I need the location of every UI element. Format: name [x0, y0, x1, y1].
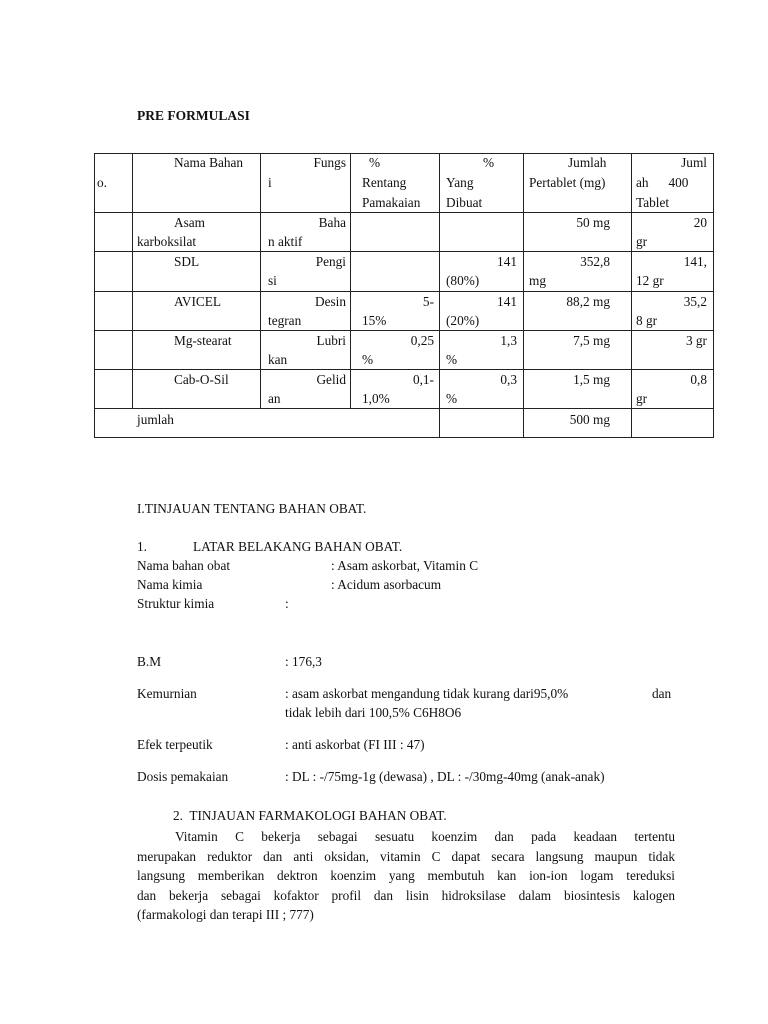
header-fungsi: Fungs: [313, 155, 346, 170]
cell-rentang: %: [362, 352, 374, 367]
cell-dibuat: (20%): [446, 313, 480, 328]
cell-fungsi: n aktif: [268, 234, 303, 249]
footer-jumlah: 500 mg: [569, 412, 610, 427]
header-dibuat: %: [483, 155, 495, 170]
cell-nama: karboksilat: [137, 234, 197, 249]
header-dibuat: Yang: [446, 175, 474, 190]
field-value: : asam askorbat mengandung tidak kurang dari95,0%: [285, 686, 569, 701]
table-rule: [94, 153, 95, 438]
cell-fungsi: tegran: [268, 313, 302, 328]
cell-rentang: 5-: [422, 294, 434, 309]
field-value: : 176,3: [285, 654, 322, 669]
field-value: dan: [652, 686, 672, 701]
cell-total: 8 gr: [636, 313, 658, 328]
cell-total: gr: [636, 391, 648, 406]
cell-jumlah: mg: [529, 273, 546, 288]
field-label: Nama bahan obat: [137, 558, 231, 573]
cell-total: 141,: [683, 254, 707, 269]
footer-label: jumlah: [137, 412, 174, 427]
header-jumlah: Jumlah: [568, 155, 607, 170]
field-label: Nama kimia: [137, 577, 203, 592]
cell-dibuat: 141: [497, 294, 517, 309]
table-rule: [631, 153, 632, 438]
table-rule: [132, 153, 133, 408]
header-rentang: %: [369, 155, 381, 170]
cell-total: 20: [693, 215, 707, 230]
cell-total: 35,2: [683, 294, 707, 309]
subsection-number: 1.: [137, 539, 147, 554]
cell-fungsi: Lubri: [316, 333, 346, 348]
section-heading: I.TINJAUAN TENTANG BAHAN OBAT.: [137, 501, 367, 516]
cell-rentang: 1,0%: [362, 391, 390, 406]
formulation-table: [94, 153, 714, 438]
cell-nama: AVICEL: [174, 294, 222, 309]
header-total: Tablet: [636, 195, 670, 210]
field-value: tidak lebih dari 100,5% C6H8O6: [285, 705, 462, 720]
cell-total: 0,8: [690, 372, 707, 387]
field-label: Kemurnian: [137, 686, 197, 701]
page-title: PRE FORMULASI: [137, 108, 250, 123]
cell-fungsi: Gelid: [316, 372, 346, 387]
cell-rentang: 0,25: [410, 333, 434, 348]
paragraph-line: merupakan reduktor dan anti oksidan, vitamin C dapat secara langsung maupun tidak: [137, 848, 675, 864]
table-rule: [350, 153, 351, 408]
cell-nama: Asam: [174, 215, 206, 230]
field-value: : anti askorbat (FI III : 47): [285, 737, 425, 752]
cell-fungsi: an: [268, 391, 281, 406]
paragraph-line: langsung memberikan dektron koenzim yang membutuh kan ion-ion logam tereduksi: [137, 868, 675, 883]
field-value: : Asam askorbat, Vitamin C: [331, 558, 479, 573]
cell-fungsi: Desin: [314, 294, 346, 309]
table-rule: [713, 153, 714, 438]
body-paragraph: [137, 827, 675, 925]
paragraph-line: dan bekerja sebagai kofaktor profil dan lisin hidroksilase dalam biosintesis kalogen: [137, 887, 675, 903]
cell-dibuat: 141: [497, 254, 517, 269]
header-total: Juml: [681, 155, 707, 170]
header-no: o.: [97, 175, 107, 190]
header-dibuat: Dibuat: [446, 195, 483, 210]
header-jumlah: Pertablet (mg): [529, 175, 606, 190]
cell-jumlah: 88,2 mg: [566, 294, 610, 309]
header-fungsi: i: [268, 175, 272, 190]
table-rule: [94, 437, 714, 438]
header-nama-bahan: Nama Bahan: [174, 155, 244, 170]
cell-nama: SDL: [174, 254, 200, 269]
cell-rentang: 15%: [362, 313, 387, 328]
cell-jumlah: 50 mg: [576, 215, 610, 230]
cell-jumlah: 7,5 mg: [573, 333, 610, 348]
field-label: Struktur kimia: [137, 596, 215, 611]
cell-total: 3 gr: [685, 333, 707, 348]
table-rule: [439, 153, 440, 438]
field-value: :: [285, 596, 289, 611]
field-value: : Acidum asorbacum: [331, 577, 442, 592]
cell-jumlah: 1,5 mg: [573, 372, 610, 387]
field-label: Efek terpeutik: [137, 737, 213, 752]
cell-dibuat: (80%): [446, 273, 480, 288]
paragraph-line: Vitamin C bekerja sebagai sesuatu koenzim dan pada keadaan tertentu: [175, 829, 675, 844]
cell-fungsi: si: [268, 273, 277, 288]
table-rule: [94, 408, 714, 409]
subsection-heading: LATAR BELAKANG BAHAN OBAT.: [193, 539, 403, 554]
cell-rentang: 0,1-: [412, 372, 434, 387]
field-value: : DL : -/75mg-1g (dewasa) , DL : -/30mg-40mg (anak-anak): [285, 769, 605, 784]
cell-dibuat: 1,3: [500, 333, 517, 348]
cell-fungsi: Pengi: [315, 254, 346, 269]
subsection-heading: 2. TINJAUAN FARMAKOLOGI BAHAN OBAT.: [173, 808, 447, 823]
field-label: Dosis pemakaian: [137, 769, 229, 784]
paragraph-line: (farmakologi dan terapi III ; 777): [137, 907, 314, 922]
cell-total: gr: [636, 234, 648, 249]
cell-jumlah: 352,8: [580, 254, 610, 269]
cell-dibuat: %: [446, 352, 458, 367]
cell-fungsi: Baha: [318, 215, 346, 230]
header-rentang: Rentang: [362, 175, 407, 190]
header-total: ah 400: [636, 175, 689, 190]
cell-dibuat: %: [446, 391, 458, 406]
header-rentang: Pamakaian: [362, 195, 421, 210]
table-rule: [260, 153, 261, 408]
field-label: B.M: [137, 654, 162, 669]
cell-fungsi: kan: [268, 352, 288, 367]
cell-dibuat: 0,3: [500, 372, 517, 387]
cell-nama: Mg-stearat: [174, 333, 232, 348]
cell-total: 12 gr: [636, 273, 664, 288]
cell-nama: Cab-O-Sil: [174, 372, 229, 387]
